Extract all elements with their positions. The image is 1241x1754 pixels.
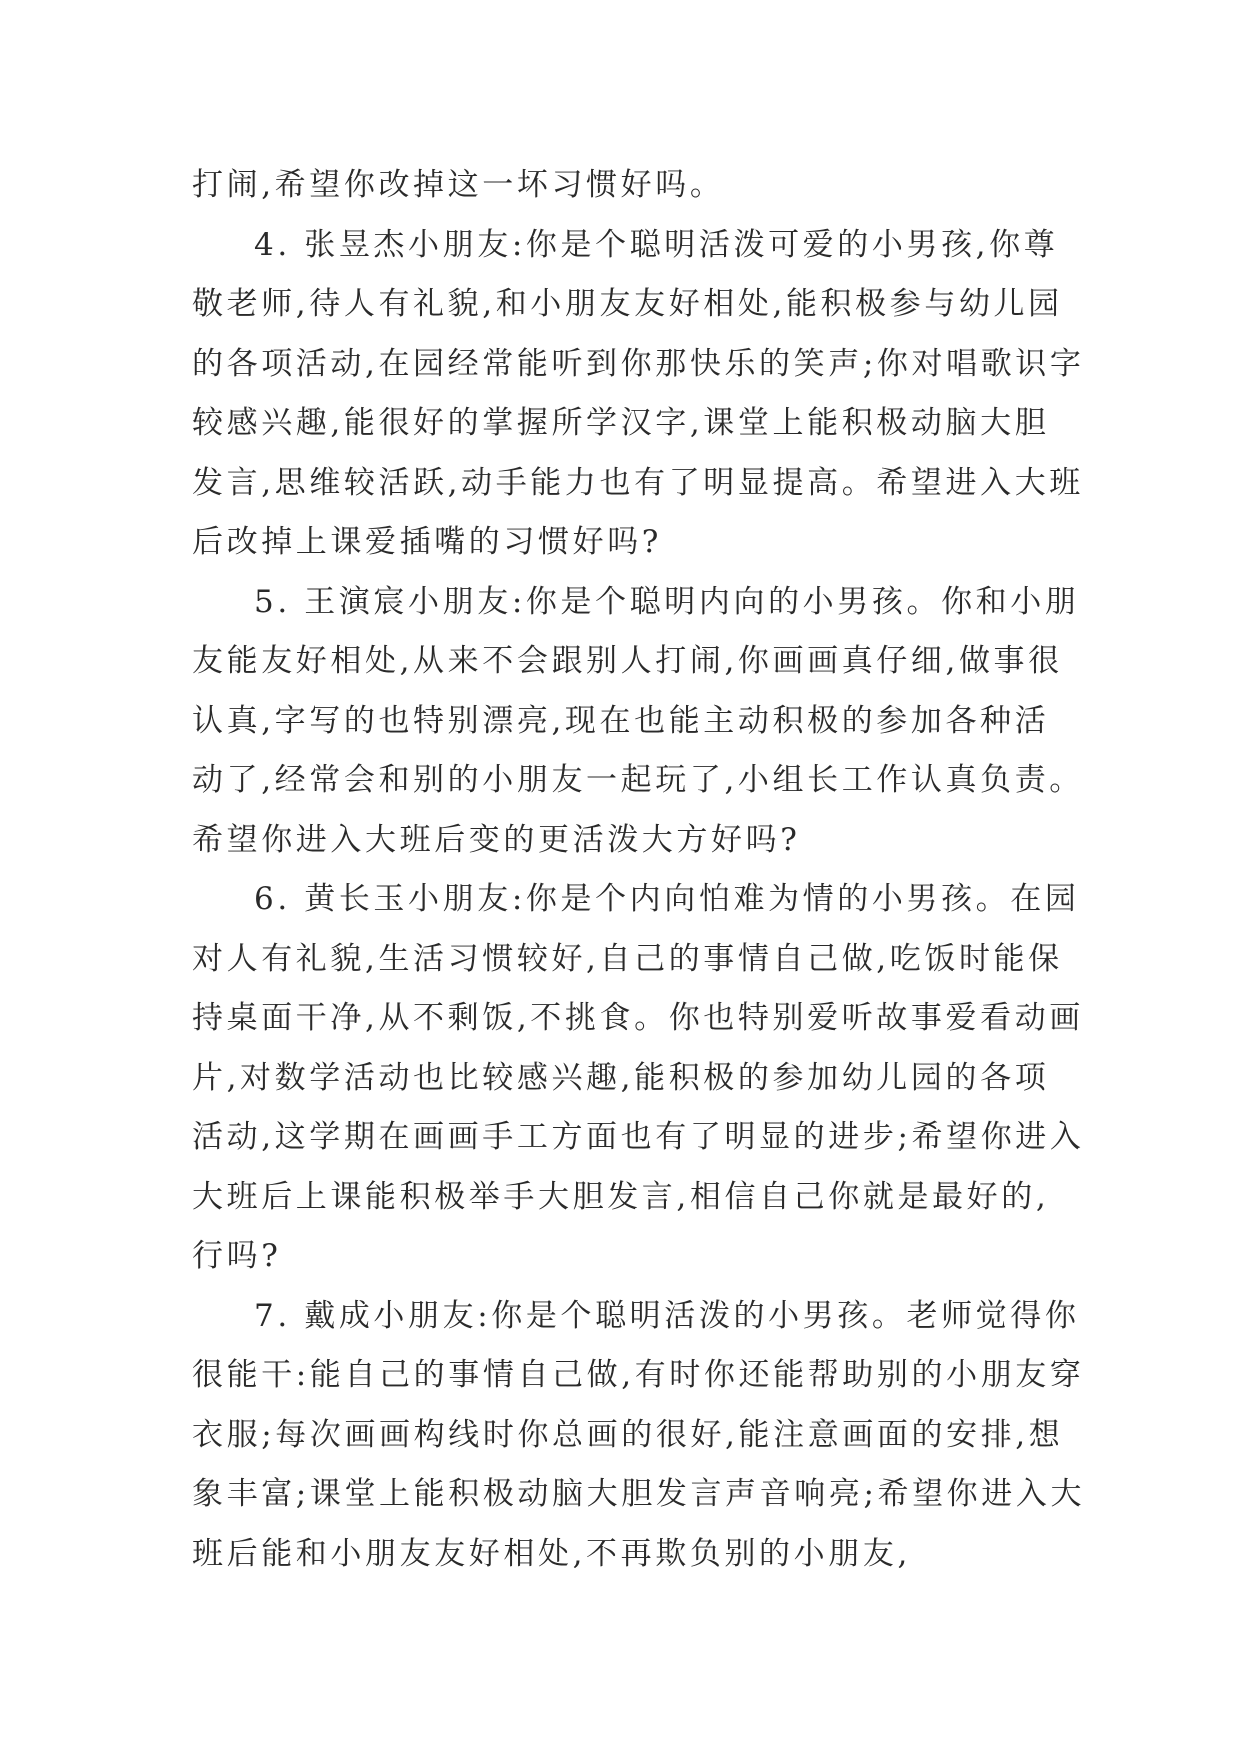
text-line: 的各项活动,在园经常能听到你那快乐的笑声;你对唱歌识字	[192, 345, 1085, 382]
text-line: 较感兴趣,能很好的掌握所学汉字,课堂上能积极动脑大胆	[192, 405, 1050, 441]
text-line: 打闹,希望你改掉这一坏习惯好吗。	[192, 167, 725, 203]
text-line: 班后能和小朋友友好相处,不再欺负别的小朋友,	[192, 1535, 911, 1572]
text-line: 希望你进入大班后变的更活泼大方好吗?	[192, 821, 801, 858]
text-line: 动了,经常会和别的小朋友一起玩了,小组长工作认真负责。	[192, 762, 1084, 798]
text-line: 对人有礼貌,生活习惯较好,自己的事情自己做,吃饭时能保	[192, 940, 1063, 977]
paragraph-start-line: 4. 张昱杰小朋友:你是个聪明活泼可爱的小男孩,你尊	[254, 226, 1059, 263]
text-line: 片,对数学活动也比较感兴趣,能积极的参加幼儿园的各项	[192, 1059, 1050, 1096]
text-line: 大班后上课能积极举手大胆发言,相信自己你就是最好的,	[192, 1178, 1050, 1215]
text-line: 认真,字写的也特别漂亮,现在也能主动积极的参加各种活	[192, 702, 1050, 739]
text-line: 活动,这学期在画画手工方面也有了明显的进步;希望你进入	[192, 1119, 1085, 1155]
text-line: 行吗?	[192, 1238, 282, 1274]
text-line: 友能友好相处,从来不会跟别人打闹,你画画真仔细,做事很	[192, 643, 1063, 679]
paragraph-start-line: 6. 黄长玉小朋友:你是个内向怕难为情的小男孩。在园	[254, 881, 1080, 917]
text-line: 象丰富;课堂上能积极动脑大胆发言声音响亮;希望你进入大	[192, 1476, 1086, 1512]
paragraph-start-line: 7. 戴成小朋友:你是个聪明活泼的小男孩。老师觉得你	[254, 1297, 1080, 1334]
text-line: 后改掉上课爱插嘴的习惯好吗?	[192, 524, 663, 560]
text-line: 持桌面干净,从不剩饭,不挑食。你也特别爱听故事爱看动画	[192, 1000, 1084, 1036]
body-text	[192, 156, 1086, 1584]
text-line: 衣服;每次画画构线时你总画的很好,能注意画面的安排,想	[192, 1416, 1064, 1453]
text-line: 发言,思维较活跃,动手能力也有了明显提高。希望进入大班	[192, 464, 1084, 501]
text-line: 敬老师,待人有礼貌,和小朋友友好相处,能积极参与幼儿园	[192, 286, 1063, 322]
paragraph-start-line: 5. 王演宸小朋友:你是个聪明内向的小男孩。你和小朋	[254, 583, 1080, 620]
text-line: 很能干:能自己的事情自己做,有时你还能帮助别的小朋友穿	[192, 1357, 1085, 1393]
